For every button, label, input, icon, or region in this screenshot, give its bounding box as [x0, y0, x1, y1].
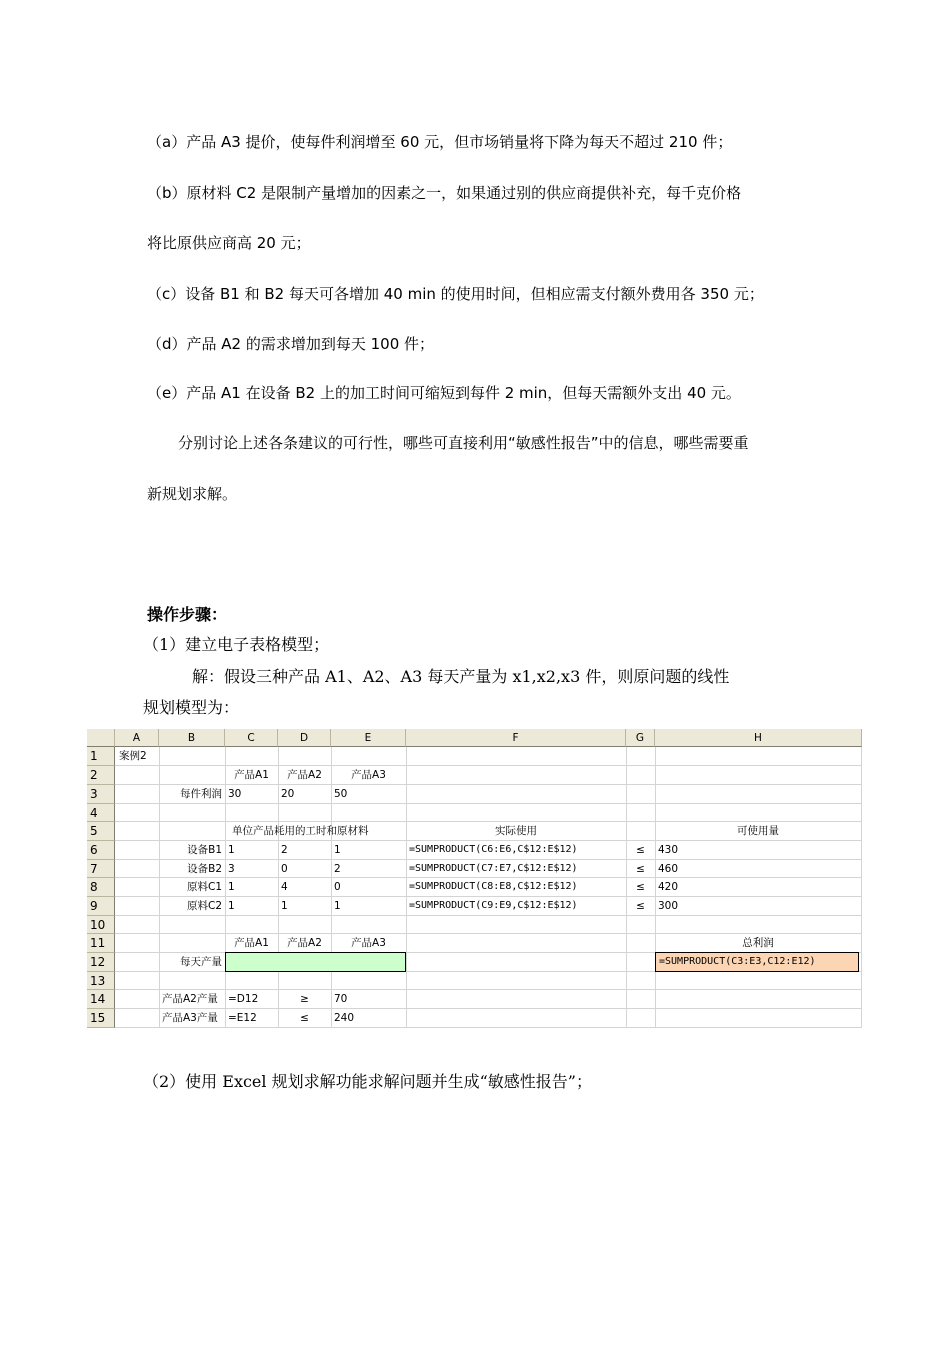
cell-d6[interactable]: 2: [281, 844, 288, 856]
cell-a1[interactable]: 案例2: [119, 750, 147, 762]
sheet-corner[interactable]: [87, 729, 115, 747]
row-header-12[interactable]: 12: [87, 953, 115, 972]
cell-c11[interactable]: 产品A1: [234, 937, 269, 949]
para-e: （e）产品 A1 在设备 B2 上的加工时间可缩短到每件 2 min，但每天需额外支出 40 元。: [147, 384, 741, 402]
cell-b14[interactable]: 产品A2产量: [162, 993, 218, 1005]
decision-variable-cells[interactable]: [225, 952, 406, 972]
cell-b6[interactable]: 设备B1: [187, 844, 222, 856]
para-c: （c）设备 B1 和 B2 每天可各增加 40 min 的使用时间，但相应需支付额外费用各 350 元；: [147, 285, 764, 303]
cell-c14[interactable]: =D12: [228, 993, 259, 1005]
col-header-h[interactable]: H: [655, 729, 862, 747]
spreadsheet: [87, 729, 862, 1028]
row-header-4[interactable]: 4: [87, 804, 115, 822]
cell-c3[interactable]: 30: [228, 788, 242, 800]
row-header-6[interactable]: 6: [87, 841, 115, 860]
step-2: （2）使用 Excel 规划求解功能求解问题并生成“敏感性报告”；: [143, 1072, 592, 1091]
cell-d14[interactable]: ≥: [300, 993, 309, 1005]
row-header-2[interactable]: 2: [87, 766, 115, 785]
para-a: （a）产品 A3 提价，使每件利润增至 60 元，但市场销量将下降为每天不超过 210 件；: [147, 133, 733, 151]
col-header-f[interactable]: F: [406, 729, 626, 747]
row-header-15[interactable]: 15: [87, 1009, 115, 1028]
row-header-8[interactable]: 8: [87, 878, 115, 897]
step-1: （1）建立电子表格模型；: [143, 635, 330, 654]
col-header-b[interactable]: B: [159, 729, 225, 747]
cell-e9[interactable]: 1: [334, 900, 341, 912]
row-header-1[interactable]: 1: [87, 747, 115, 766]
cell-d11[interactable]: 产品A2: [287, 937, 322, 949]
cell-d7[interactable]: 0: [281, 863, 288, 875]
cell-e15[interactable]: 240: [334, 1012, 355, 1024]
cell-e3[interactable]: 50: [334, 788, 348, 800]
row-header-13[interactable]: 13: [87, 972, 115, 990]
solution-line2: 规划模型为：: [143, 698, 240, 717]
cell-d15[interactable]: ≤: [300, 1012, 309, 1024]
para-f-line2: 新规划求解。: [147, 485, 238, 503]
cell-d8[interactable]: 4: [281, 881, 288, 893]
para-d: （d）产品 A2 的需求增加到每天 100 件；: [147, 335, 435, 353]
cell-b7[interactable]: 设备B2: [187, 863, 222, 875]
cell-d3[interactable]: 20: [281, 788, 295, 800]
cell-e2[interactable]: 产品A3: [351, 769, 386, 781]
cell-b3[interactable]: 每件利润: [180, 788, 222, 800]
cell-c9[interactable]: 1: [228, 900, 235, 912]
cell-c15[interactable]: =E12: [228, 1012, 257, 1024]
cell-c2[interactable]: 产品A1: [234, 769, 269, 781]
para-b-line2: 将比原供应商高 20 元；: [147, 234, 311, 252]
cell-h6[interactable]: 430: [658, 844, 679, 856]
cell-h9[interactable]: 300: [658, 900, 679, 912]
cell-f5[interactable]: 实际使用: [495, 825, 537, 837]
cell-h11[interactable]: 总利润: [742, 937, 774, 949]
cell-e8[interactable]: 0: [334, 881, 341, 893]
cell-d9[interactable]: 1: [281, 900, 288, 912]
cell-d2[interactable]: 产品A2: [287, 769, 322, 781]
cell-b12[interactable]: 每天产量: [180, 956, 222, 968]
col-header-c[interactable]: C: [225, 729, 278, 747]
cell-f9[interactable]: =SUMPRODUCT(C9:E9,C$12:E$12): [409, 900, 578, 911]
cell-c7[interactable]: 3: [228, 863, 235, 875]
cell-b15[interactable]: 产品A3产量: [162, 1012, 218, 1024]
para-b-line1: （b）原材料 C2 是限制产量增加的因素之一，如果通过别的供应商提供补充，每千克价格: [147, 184, 742, 202]
solution-line1: 解：假设三种产品 A1、A2、A3 每天产量为 x1,x2,x3 件，则原问题的线性: [192, 667, 730, 686]
cell-f7[interactable]: =SUMPRODUCT(C7:E7,C$12:E$12): [409, 863, 578, 874]
cell-e7[interactable]: 2: [334, 863, 341, 875]
para-f-line1: 分别讨论上述各条建议的可行性，哪些可直接利用“敏感性报告”中的信息，哪些需要重: [178, 434, 749, 452]
row-header-11[interactable]: 11: [87, 934, 115, 953]
cell-g9[interactable]: ≤: [636, 900, 645, 912]
cell-g6[interactable]: ≤: [636, 844, 645, 856]
col-header-e[interactable]: E: [331, 729, 406, 747]
row-header-9[interactable]: 9: [87, 897, 115, 916]
cell-g7[interactable]: ≤: [636, 863, 645, 875]
steps-heading: 操作步骤：: [147, 605, 228, 624]
row-header-14[interactable]: 14: [87, 990, 115, 1009]
cell-b8[interactable]: 原料C1: [186, 881, 222, 893]
col-header-a[interactable]: A: [115, 729, 159, 747]
cell-h5[interactable]: 可使用量: [737, 825, 779, 837]
cell-c6[interactable]: 1: [228, 844, 235, 856]
cell-f8[interactable]: =SUMPRODUCT(C8:E8,C$12:E$12): [409, 881, 578, 892]
col-header-d[interactable]: D: [278, 729, 331, 747]
cell-e6[interactable]: 1: [334, 844, 341, 856]
cell-c8[interactable]: 1: [228, 881, 235, 893]
cell-e11[interactable]: 产品A3: [351, 937, 386, 949]
row-header-3[interactable]: 3: [87, 785, 115, 804]
row-header-7[interactable]: 7: [87, 860, 115, 878]
cell-h7[interactable]: 460: [658, 863, 679, 875]
cell-f6[interactable]: =SUMPRODUCT(C6:E6,C$12:E$12): [409, 844, 578, 855]
row-header-5[interactable]: 5: [87, 822, 115, 841]
cell-g8[interactable]: ≤: [636, 881, 645, 893]
row-header-10[interactable]: 10: [87, 916, 115, 934]
col-header-g[interactable]: G: [626, 729, 655, 747]
gridline: [861, 747, 862, 1028]
cell-h8[interactable]: 420: [658, 881, 679, 893]
cell-c5[interactable]: 单位产品耗用的工时和原材料: [232, 825, 369, 837]
cell-h12[interactable]: =SUMPRODUCT(C3:E3,C12:E12): [655, 952, 859, 972]
cell-e14[interactable]: 70: [334, 993, 348, 1005]
cell-b9[interactable]: 原料C2: [186, 900, 222, 912]
